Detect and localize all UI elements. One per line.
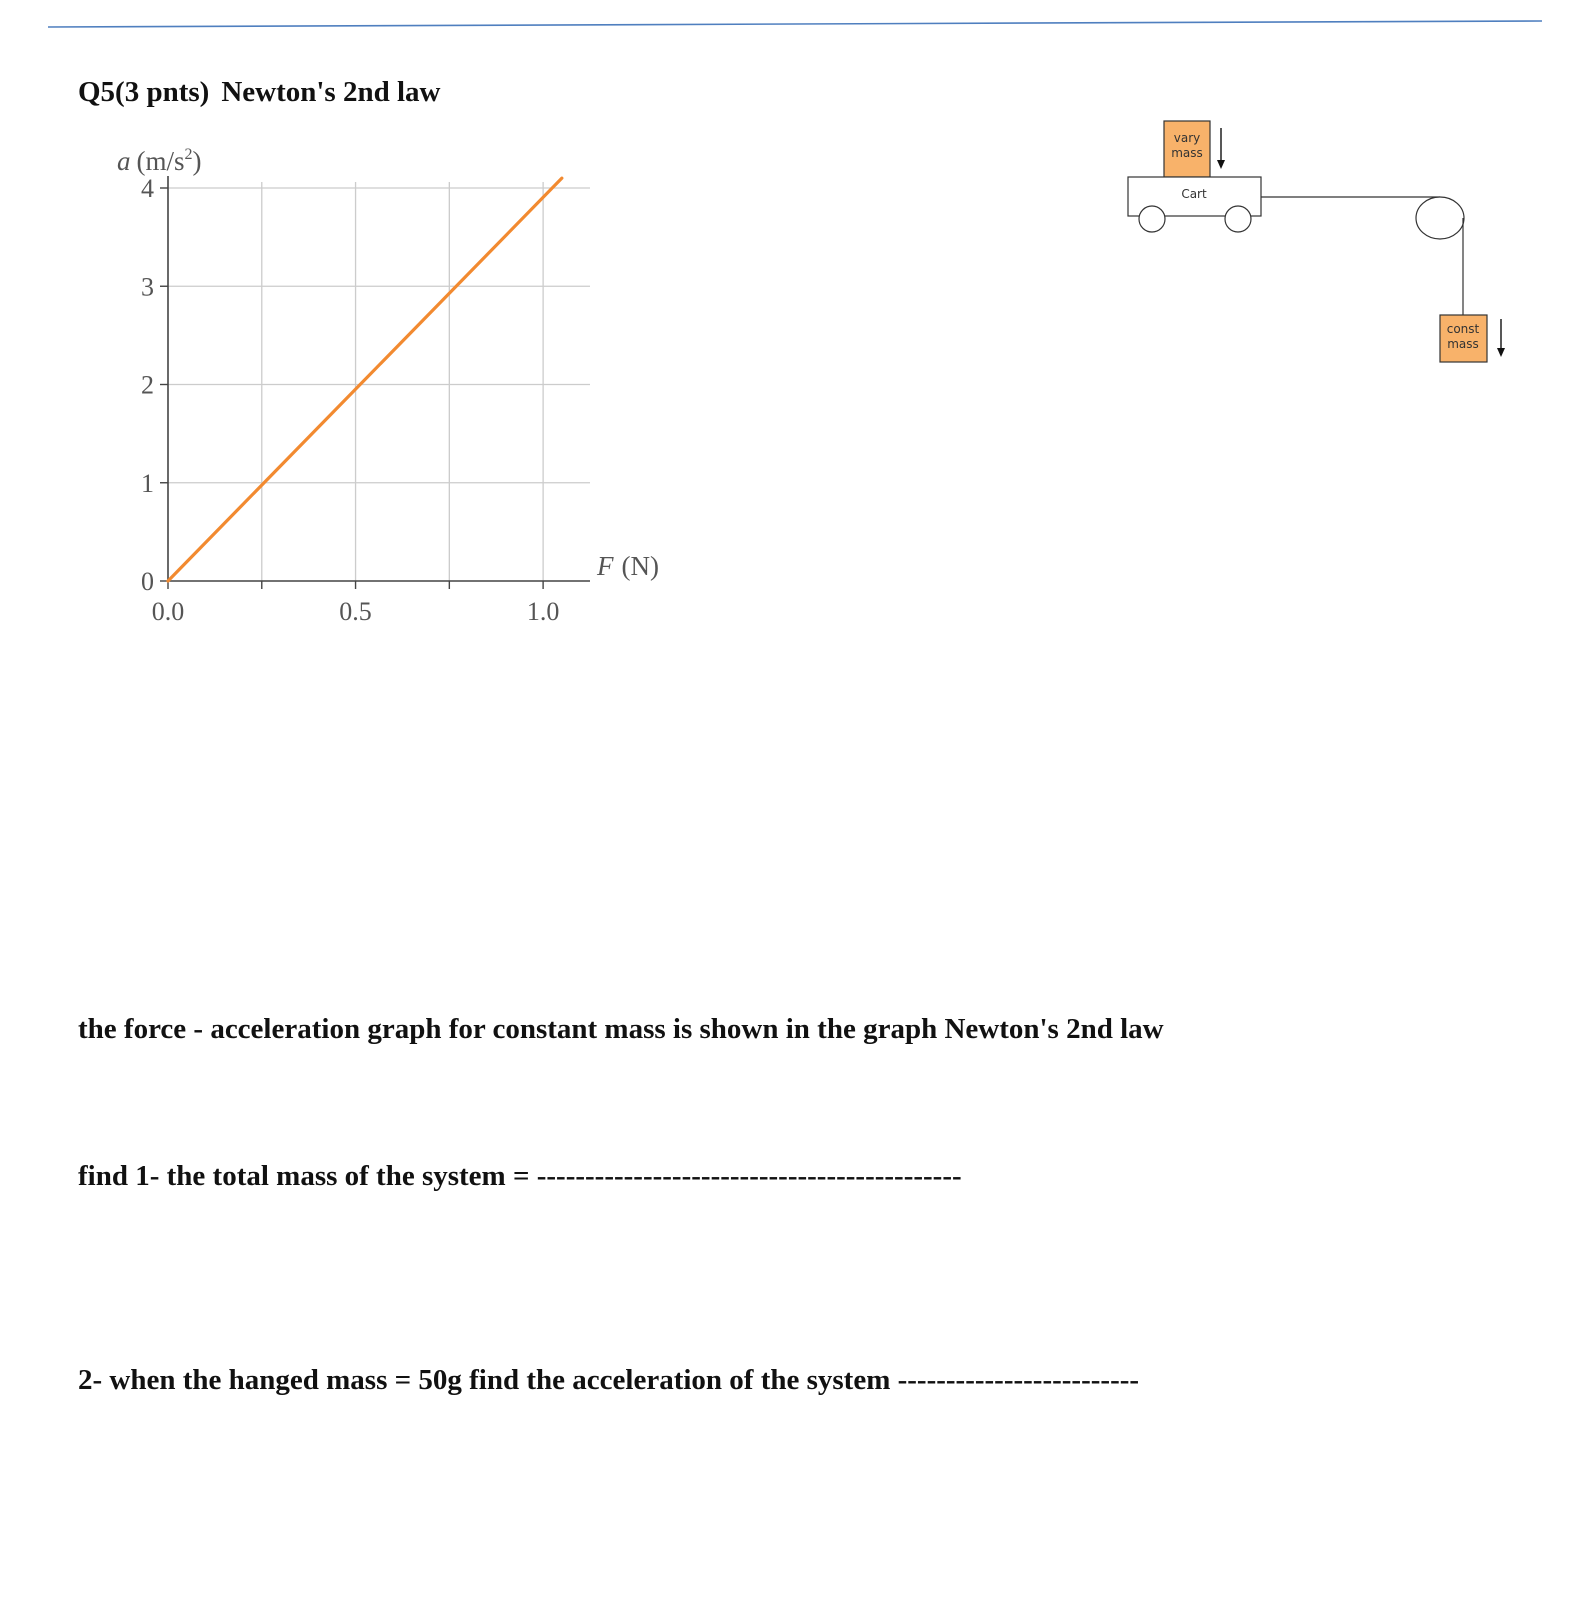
chart-series <box>168 178 562 581</box>
acceleration-force-chart <box>105 138 685 628</box>
top-rule <box>48 0 1542 30</box>
cart-wheel-left <box>1139 206 1165 232</box>
question-topic: Newton's 2nd law <box>221 76 441 108</box>
down-arrow-icon <box>1497 319 1505 357</box>
down-arrow-icon <box>1217 128 1225 169</box>
question-2: 2- when the hanged mass = 50g find the acceleration of the system ------------------------- <box>78 1364 1140 1396</box>
grid-lines <box>168 182 590 581</box>
x-axis-label: F (N) <box>597 551 659 581</box>
const-mass-label-1: const <box>1446 322 1480 336</box>
chart-axes <box>168 176 590 581</box>
vary-mass-label-1: vary <box>1173 131 1201 145</box>
pulley <box>1416 197 1464 239</box>
y-tick-label: 4 <box>141 174 154 203</box>
x-tick-label: 1.0 <box>526 597 560 626</box>
x-tick-label: 0.0 <box>151 597 185 626</box>
question-title <box>78 76 440 109</box>
question-number: Q5(3 pnts) <box>78 76 210 108</box>
cart-label: Cart <box>1181 187 1207 201</box>
y-tick-label: 0 <box>141 567 154 596</box>
problem-statement: the force - acceleration graph for constant mass is shown in the graph Newton's 2nd law <box>78 1013 1164 1045</box>
series-line <box>168 178 562 581</box>
y-tick-label: 1 <box>141 468 154 498</box>
vary-mass-label-2: mass <box>1171 146 1203 160</box>
x-tick-label: 0.5 <box>339 597 372 626</box>
question-1: find 1- the total mass of the system = -------------------------------------------- <box>78 1160 962 1192</box>
y-tick-label: 2 <box>141 370 154 400</box>
chart-ticks <box>141 174 559 626</box>
y-tick-label: 3 <box>141 272 154 302</box>
cart-pulley-diagram <box>1118 112 1518 372</box>
y-axis-label: a $(m/s^2)$ <box>117 146 202 176</box>
const-mass-label-2: mass <box>1447 337 1479 351</box>
cart-wheel-right <box>1225 206 1251 232</box>
